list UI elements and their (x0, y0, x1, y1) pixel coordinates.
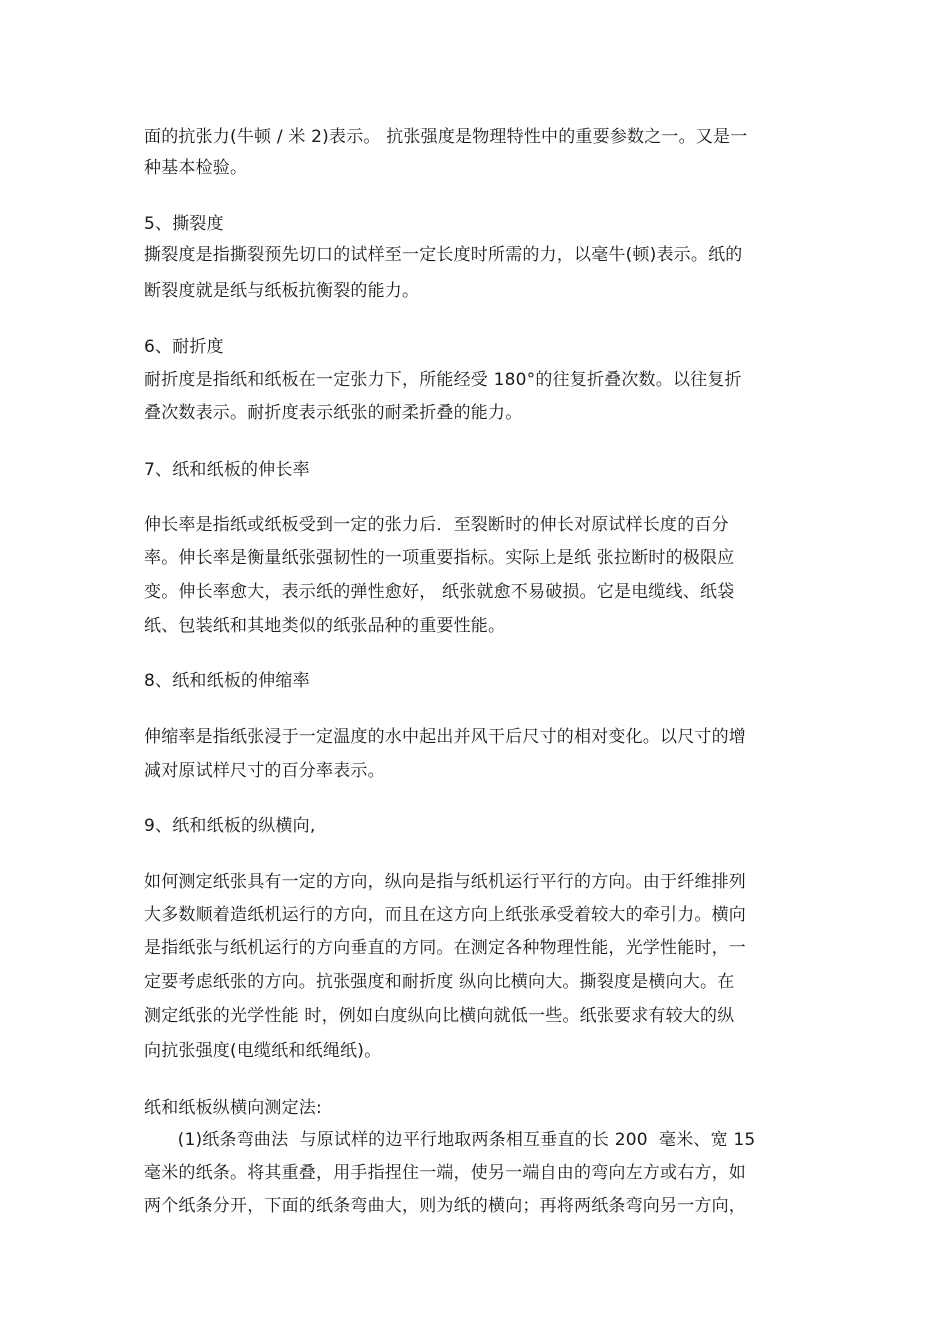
body-text-line: 种基本检验。 (144, 158, 248, 178)
body-text-line: (1)纸条弯曲法 与原试样的边平行地取两条相互垂直的长 200 毫米、宽 15 (144, 1130, 756, 1150)
body-text-line: 大多数顺着造纸机运行的方向，而且在这方向上纸张承受着较大的牵引力。横向 (144, 905, 746, 925)
section-heading: 6、耐折度 (144, 337, 224, 357)
body-text-line: 伸缩率是指纸张浸于一定温度的水中起出并风干后尺寸的相对变化。以尺寸的增 (144, 727, 746, 747)
body-text-line: 如何测定纸张具有一定的方向，纵向是指与纸机运行平行的方向。由于纤维排列 (144, 872, 746, 892)
body-text-line: 面的抗张力(牛顿 / 米 2)表示。 抗张强度是物理特性中的重要参数之一。又是一 (144, 127, 748, 147)
body-text-line: 毫米的纸条。将其重叠，用手指捏住一端，使另一端自由的弯向左方或右方，如 (144, 1163, 746, 1183)
body-text-line: 撕裂度是指撕裂预先切口的试样至一定长度时所需的力，以毫牛(顿)表示。纸的 (144, 245, 743, 265)
body-text-line: 断裂度就是纸与纸板抗衡裂的能力。 (144, 281, 420, 301)
body-text-line: 测定纸张的光学性能 时，例如白度纵向比横向就低一些。纸张要求有较大的纵 (144, 1006, 735, 1026)
body-text-line: 叠次数表示。耐折度表示纸张的耐柔折叠的能力。 (144, 403, 523, 423)
section-heading: 纸和纸板纵横向测定法: (144, 1098, 322, 1118)
section-heading: 8、纸和纸板的伸缩率 (144, 671, 310, 691)
body-text-line: 纸、包装纸和其地类似的纸张品种的重要性能。 (144, 616, 506, 636)
body-text-line: 减对原试样尺寸的百分率表示。 (144, 761, 385, 781)
body-text-line: 耐折度是指纸和纸板在一定张力下，所能经受 180°的往复折叠次数。以往复折 (144, 370, 742, 390)
body-text-line: 向抗张强度(电缆纸和纸绳纸)。 (144, 1041, 382, 1061)
body-text-line: 率。伸长率是衡量纸张强韧性的一项重要指标。实际上是纸 张拉断时的极限应 (144, 548, 735, 568)
body-text-line: 伸长率是指纸或纸板受到一定的张力后．至裂断时的伸长对原试样长度的百分 (144, 515, 729, 535)
section-heading: 5、撕裂度 (144, 214, 224, 234)
section-heading: 7、纸和纸板的伸长率 (144, 460, 310, 480)
body-text-line: 定要考虑纸张的方向。抗张强度和耐折度 纵向比横向大。撕裂度是横向大。在 (144, 972, 735, 992)
section-heading: 9、纸和纸板的纵横向, (144, 816, 316, 836)
body-text-line: 变。伸长率愈大，表示纸的弹性愈好， 纸张就愈不易破损。它是电缆线、纸袋 (144, 582, 735, 602)
body-text-line: 两个纸条分开，下面的纸条弯曲大，则为纸的横向；再将两纸条弯向另一方向， (144, 1196, 746, 1216)
body-text-line: 是指纸张与纸机运行的方向垂直的方同。在测定各种物理性能，光学性能时，一 (144, 938, 746, 958)
